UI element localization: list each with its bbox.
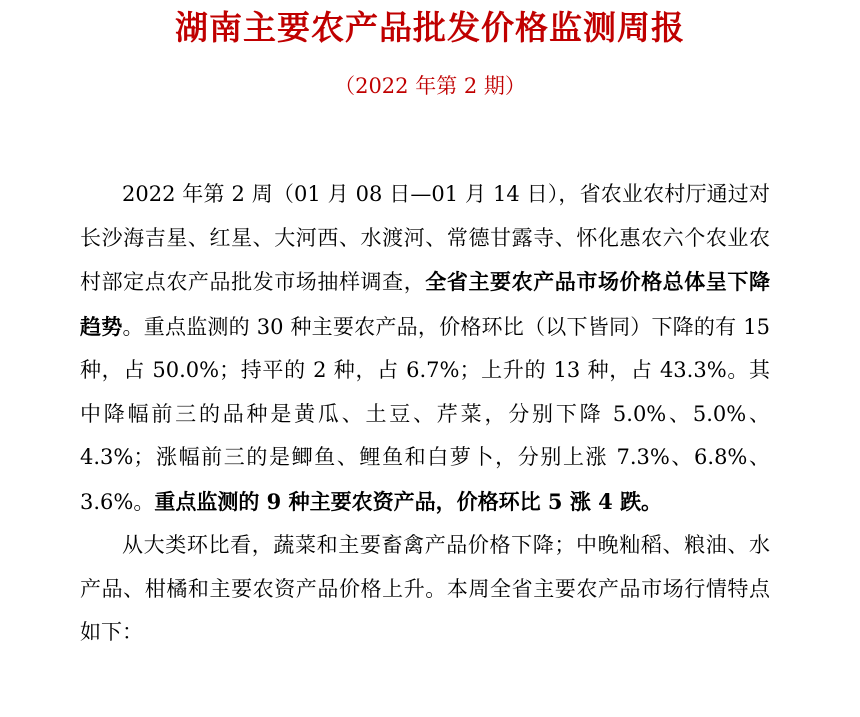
summary-intro-text: 2022 年第 2 周（01 月 08 日—01 月 14 日），省农业农村厅通过对长沙海吉星、红星、大河西、水渡河、常德甘露寺、怀化惠农六个农业农村部定点农产品批发市场抽样调查， xyxy=(80,182,770,294)
summary-highlight-trend: 全省主要农产品市场价格总体呈下降趋势 xyxy=(80,269,771,339)
report-title: 湖南主要农产品批发价格监测周报 xyxy=(175,8,685,47)
paragraph-summary xyxy=(80,173,770,524)
report-body xyxy=(80,173,770,655)
summary-detail-text: 。重点监测的 30 种主要农产品，价格环比（以下皆同）下降的有 15 种，占 50.0%；持平的 2 种，占 6.7%；上升的 13 种，占 43.3%。其中降幅前三的品种是黄瓜、土豆、芹菜，分别下降 5.0%、5.0%、4.3%；涨幅前三的是鲫鱼、鲤鱼和白萝卜，分别上涨 7.3%、6.8%、3.6%。 xyxy=(80,314,771,514)
paragraph-category-overview: 从大类环比看，蔬菜和主要畜禽产品价格下降；中晚籼稻、粮油、水产品、柑橘和主要农资产品价格上升。本周全省主要农产品市场行情特点如下： xyxy=(80,533,770,644)
summary-highlight-inputs: 重点监测的 9 种主要农资产品，价格环比 5 涨 4 跌。 xyxy=(154,488,663,514)
issue-number: （2022 年第 2 期） xyxy=(334,74,526,98)
